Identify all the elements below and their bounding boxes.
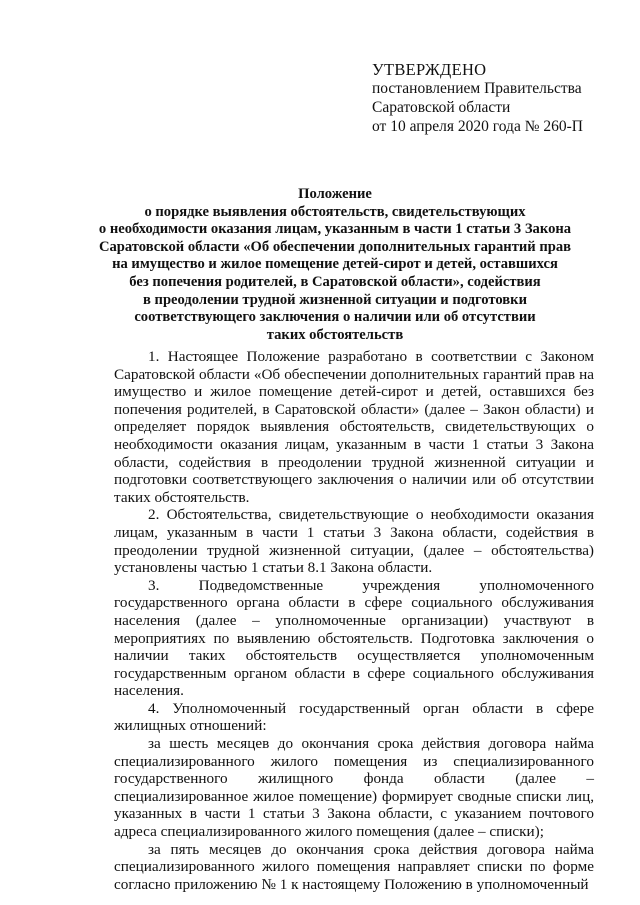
title-line: таких обстоятельств <box>266 326 404 343</box>
paragraph-4-item-1: за шесть месяцев до окончания срока действия договора найма специализированного жилого помещения из специализированного государственного жилищного фонда области (далее – специализированное жилое помещение) формирует сводные списки лиц, указанных в части 1 статьи 3 Закона области, с указанием почтового адреса специализированного жилого помещения (далее – списки); <box>114 735 594 841</box>
paragraph-3: 3. Подведомственные учреждения уполномоченного государственного органа области в сфере социального обслуживания населения (далее – уполномоченные организации) участвуют в мероприятиях по выявлению обстоятельств. Подготовка заключения о наличии таких обстоятельств осуществляется уполномоченным государственным органом области в сфере социального обслуживания населения. <box>114 576 594 700</box>
document-body <box>114 348 594 893</box>
title-line: на имущество и жилое помещение детей-сирот и детей, оставшихся <box>112 256 558 273</box>
approval-line-2: Саратовской области <box>372 99 511 116</box>
paragraph-4: 4. Уполномоченный государственный орган области в сфере жилищных отношений: <box>114 699 594 735</box>
paragraph-2: 2. Обстоятельства, свидетельствующие о необходимости оказания лицам, указанным в части 1 статьи 3 Закона области, содействия в преодолении трудной жизненной ситуации, (далее – обстоятельства) установлены частью 1 статьи 8.1 Закона области. <box>114 506 594 577</box>
title-line: о порядке выявления обстоятельств, свидетельствующих <box>144 203 526 220</box>
paragraph-4-item-2: за пять месяцев до окончания срока действия договора найма специализированного жилого помещения направляет списки по форме согласно приложению № 1 к настоящему Положению в уполномоченный <box>114 840 594 893</box>
approval-block <box>372 60 583 136</box>
title-line: Положение <box>298 186 372 202</box>
approval-line-3: от 10 апреля 2020 года № 260-П <box>372 118 583 135</box>
title-line: без попечения родителей, в Саратовской области», содействия <box>129 273 541 290</box>
document-title <box>85 186 585 344</box>
title-line: Саратовской области «Об обеспечении дополнительных гарантий прав <box>98 238 572 255</box>
title-line: в преодолении трудной жизненной ситуации и подготовки <box>143 291 527 308</box>
approval-line-1: постановлением Правительства <box>372 80 582 97</box>
approval-stamp: УТВЕРЖДЕНО <box>372 60 487 79</box>
title-line: соответствующего заключения о наличии или об отсутствии <box>134 309 536 326</box>
title-line: о необходимости оказания лицам, указанным в части 1 статьи 3 Закона <box>98 221 572 238</box>
paragraph-1: 1. Настоящее Положение разработано в соответствии с Законом Саратовской области «Об обеспечении дополнительных гарантий прав на имущество и жилое помещение детей-сирот и детей, оставшихся без попечения родителей, в Саратовской области» (далее – Закон области) и определяет порядок выявления обстоятельств, свидетельствующих о необходимости оказания лицам, указанным в части 1 статьи 3 Закона области, содействия в преодолении трудной жизненной ситуации и подготовки соответствующего заключения о наличии или об отсутствии таких обстоятельств. <box>114 348 594 506</box>
